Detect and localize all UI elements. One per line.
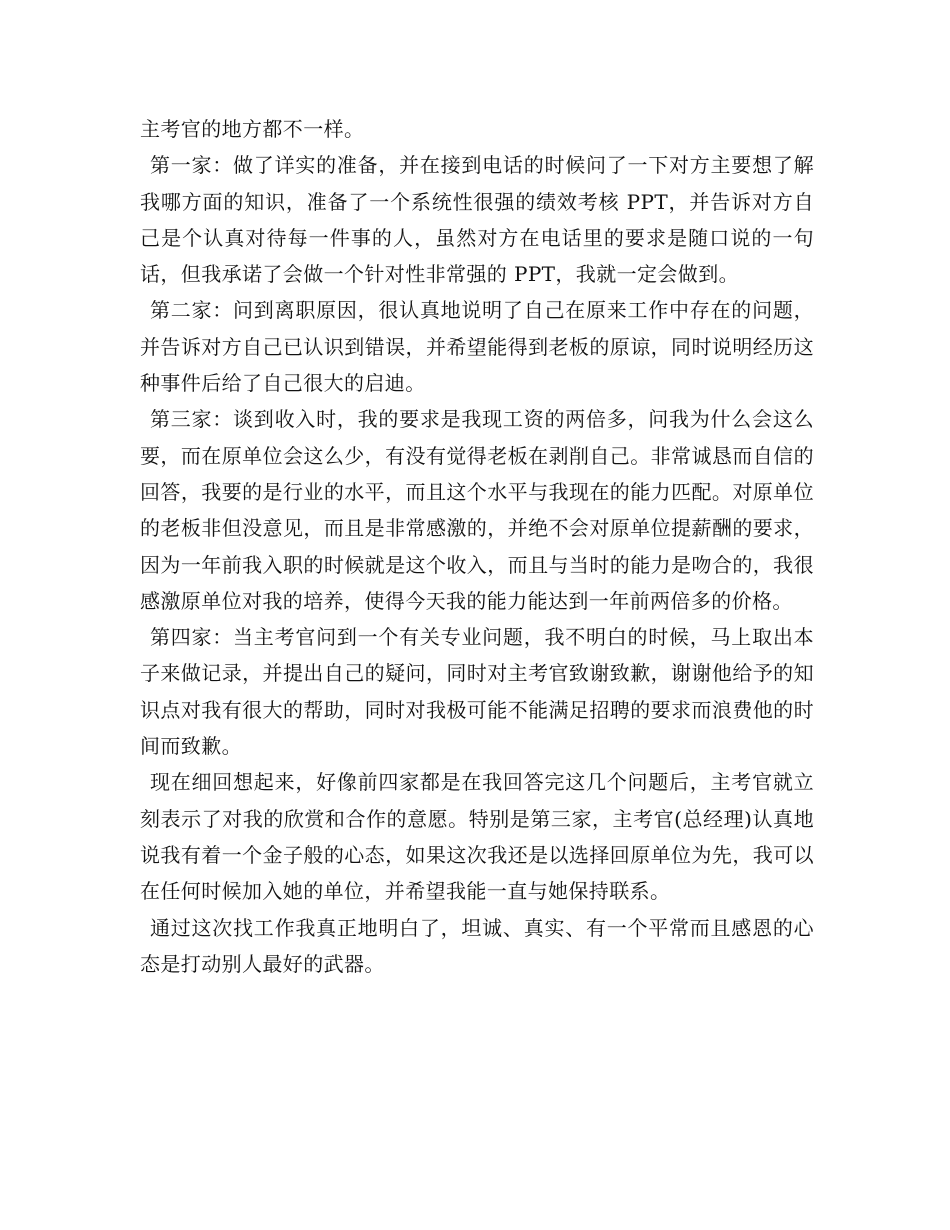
paragraph-third-company: 第三家：谈到收入时，我的要求是我现工资的两倍多，问我为什么会这么要，而在原单位会这么少，有没有觉得老板在剥削自己。非常诚恳而自信的回答，我要的是行业的水平，而且这个水平与我现在的能力匹配。对原单位的老板非但没意见，而且是非常感激的，并绝不会对原单位提薪酬的要求，因为一年前我入职的时候就是这个收入，而且与当时的能力是吻合的，我很感激原单位对我的培养，使得今天我的能力能达到一年前两倍多的价格。 [140, 407, 814, 613]
document-body [140, 111, 814, 982]
paragraph-continuation: 主考官的地方都不一样。 [140, 117, 365, 141]
paragraph-fourth-company: 第四家：当主考官问到一个有关专业问题，我不明白的时候，马上取出本子来做记录，并提出自己的疑问，同时对主考官致谢致歉，谢谢他给予的知识点对我有很大的帮助，同时对我极可能不能满足招聘的要求而浪费他的时间而致歉。 [140, 625, 814, 759]
paragraph-second-company: 第二家：问到离职原因，很认真地说明了自己在原来工作中存在的问题，并告诉对方自己已认识到错误，并希望能得到老板的原谅，同时说明经历这种事件后给了自己很大的启迪。 [140, 298, 814, 396]
paragraph-reflection: 现在细回想起来，好像前四家都是在我回答完这几个问题后，主考官就立刻表示了对我的欣赏和合作的意愿。特别是第三家，主考官(总经理)认真地说我有着一个金子般的心态，如果这次我还是以选择回原单位为先，我可以在任何时候加入她的单位，并希望我能一直与她保持联系。 [140, 770, 814, 904]
paragraph-first-company: 第一家：做了详实的准备，并在接到电话的时候问了一下对方主要想了解我哪方面的知识，准备了一个系统性很强的绩效考核 PPT，并告诉对方自己是个认真对待每一件事的人，虽然对方在电话里的要求是随口说的一句话，但我承诺了会做一个针对性非常强的 PPT，我就一定会做到。 [140, 153, 814, 287]
paragraph-conclusion: 通过这次找工作我真正地明白了，坦诚、真实、有一个平常而且感恩的心态是打动别人最好的武器。 [140, 915, 814, 976]
